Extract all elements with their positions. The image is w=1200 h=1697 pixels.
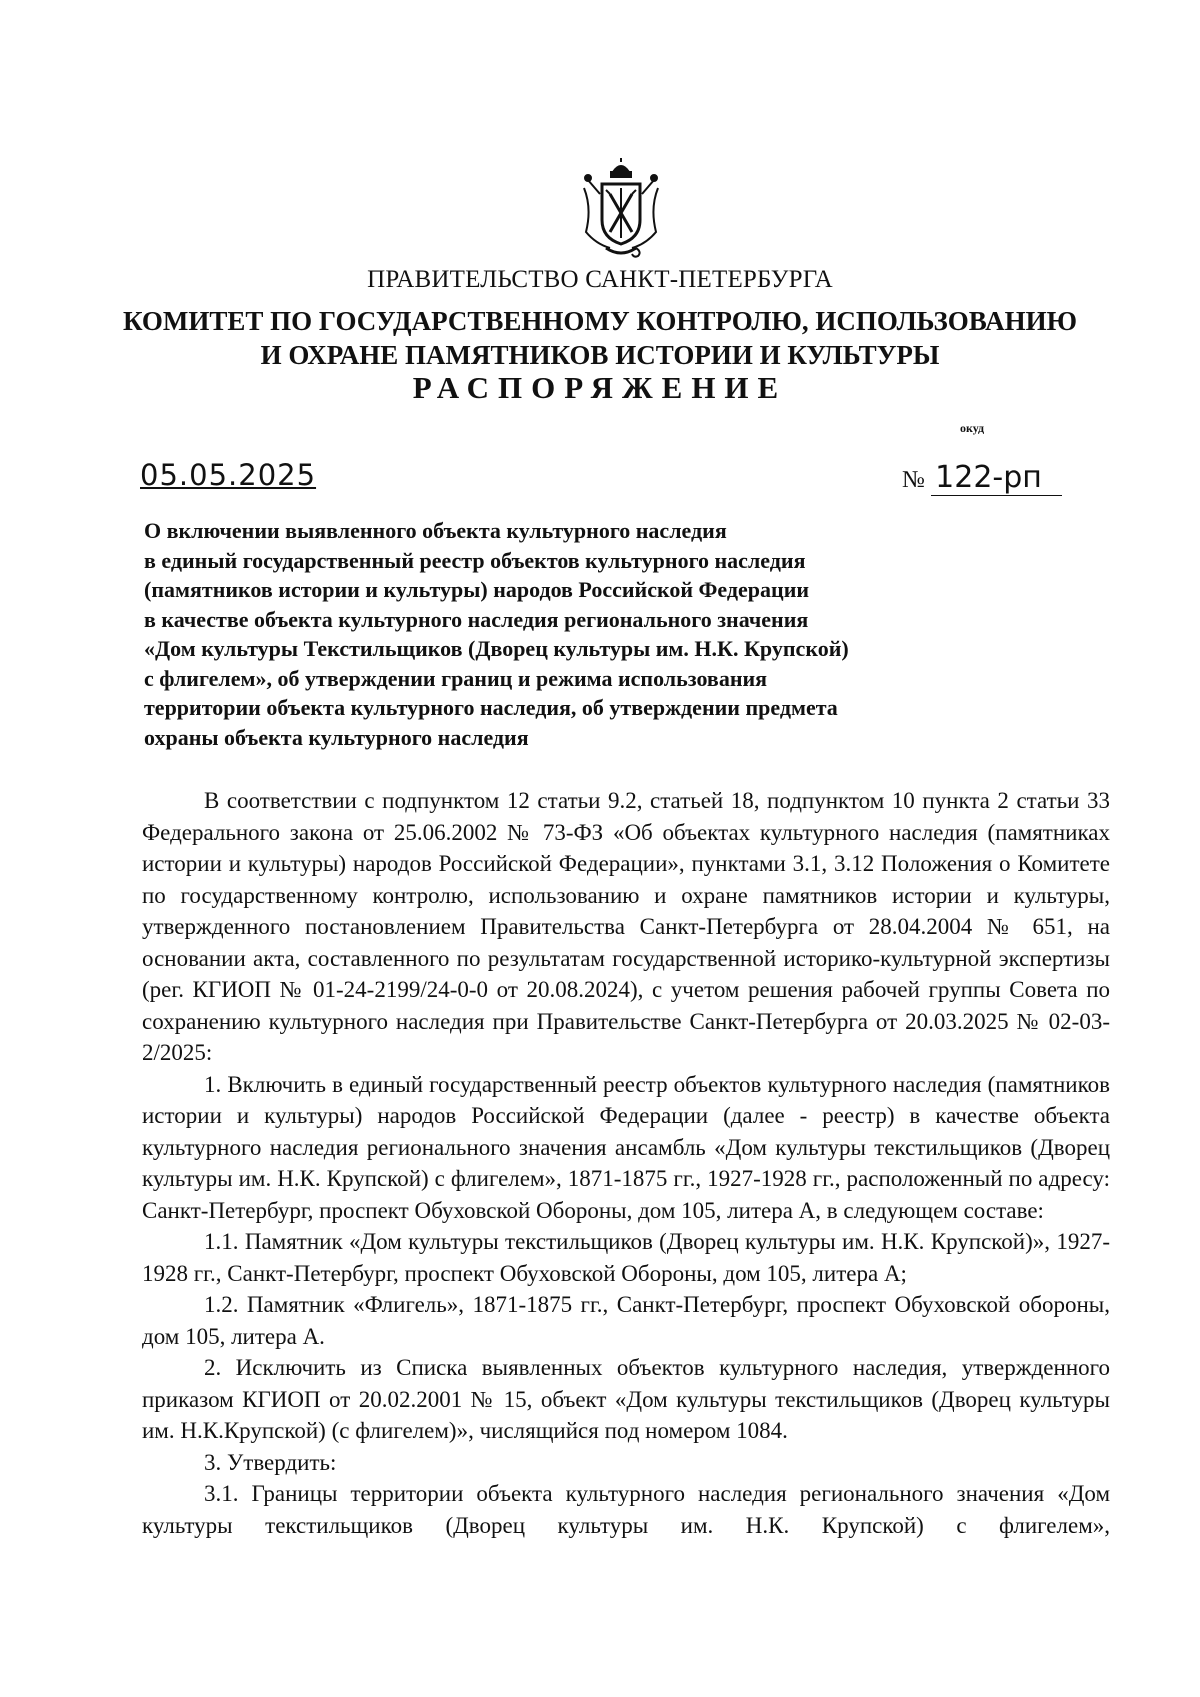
government-name: ПРАВИТЕЛЬСТВО САНКТ-ПЕТЕРБУРГА xyxy=(367,266,833,293)
document-body xyxy=(142,785,1110,1541)
item-3-1-paragraph: 3.1. Границы территории объекта культурного наследия регионального значения «Дом культуры текстильщиков (Дворец культуры им. Н.К. Крупской) с флигелем», xyxy=(142,1481,1110,1538)
document-type: РАСПОРЯЖЕНИЕ xyxy=(412,370,788,405)
title-line: в единый государственный реестр объектов культурного наследия xyxy=(144,547,806,573)
item-1-2-paragraph: 1.2. Памятник «Флигель», 1871-1875 гг., Санкт-Петербург, проспект Обуховской обороны, дом 105, литера А. xyxy=(142,1292,1110,1349)
title-line: О включении выявленного объекта культурного наследия xyxy=(144,518,727,543)
committee-line: КОМИТЕТ ПО ГОСУДАРСТВЕННОМУ КОНТРОЛЮ, ИСПОЛЬЗОВАНИЮ xyxy=(123,306,1077,336)
item-2-paragraph: 2. Исключить из Списка выявленных объектов культурного наследия, утвержденного приказом КГИОП от 20.02.2001 № 15, объект «Дом культуры текстильщиков (Дворец культуры им. Н.К.Крупской) (с флигелем)», числящийся под номером 1084. xyxy=(142,1355,1110,1443)
title-line: с флигелем», об утверждении границ и режима использования xyxy=(144,665,768,691)
preamble-paragraph: В соответствии с подпунктом 12 статьи 9.2, статьей 18, подпунктом 10 пункта 2 статьи 33 Федерального закона от 25.06.2002 № 73-ФЗ «Об объектах культурного наследия (памятниках истории и культуры) народов Российской Федерации», пунктами 3.1, 3.12 Положения о Комитете по государственному контролю, использованию и охране памятников истории и культуры, утвержденного постановлением Правительства Санкт-Петербурга от 28.04.2004 № 651, на основании акта, составленного по результатам государственной историко-культурной экспертизы (рег. КГИОП № 01-24-2199/24-0-0 от 20.08.2024), с учетом решения рабочей группы Совета по сохранению культурного наследия при Правительстве Санкт-Петербурга от 20.03.2025 № 02-03-2/2025: xyxy=(142,788,1110,1065)
title-line: «Дом культуры Текстильщиков (Дворец культуры им. Н.К. Крупской) xyxy=(144,636,849,661)
document-number xyxy=(902,460,1062,496)
coat-of-arms-icon xyxy=(580,158,662,258)
title-line: территории объекта культурного наследия, об утверждении предмета xyxy=(144,695,838,720)
committee-line: И ОХРАНЕ ПАМЯТНИКОВ ИСТОРИИ И КУЛЬТУРЫ xyxy=(260,340,940,370)
number-value: 122-рп xyxy=(931,460,1062,496)
document-title xyxy=(144,516,1044,752)
title-line: охраны объекта культурного наследия xyxy=(144,724,529,750)
okud-label: окуд xyxy=(960,421,985,435)
document-date: 05.05.2025 xyxy=(140,458,317,492)
item-1-1-paragraph: 1.1. Памятник «Дом культуры текстильщиков (Дворец культуры им. Н.К. Крупской)», 1927-1928 гг., Санкт-Петербург, проспект Обуховской Обороны, дом 105, литера А; xyxy=(142,1229,1110,1286)
number-prefix: № xyxy=(902,467,925,493)
committee-name xyxy=(0,304,1200,372)
title-line: в качестве объекта культурного наследия регионального значения xyxy=(144,606,809,632)
title-line: (памятников истории и культуры) народов Российской Федерации xyxy=(144,577,810,602)
item-1-paragraph: 1. Включить в единый государственный реестр объектов культурного наследия (памятников истории и культуры) народов Российской Федерации (далее - реестр) в качестве объекта культурного наследия регионального значения ансамбль «Дом культуры текстильщиков (Дворец культуры им. Н.К. Крупской) с флигелем», 1871-1875 гг., 1927-1928 гг., расположенный по адресу: Санкт-Петербург, проспект Обуховской Обороны, дом 105, литера А, в следующем составе: xyxy=(142,1071,1110,1223)
item-3-paragraph: 3. Утвердить: xyxy=(204,1449,337,1475)
